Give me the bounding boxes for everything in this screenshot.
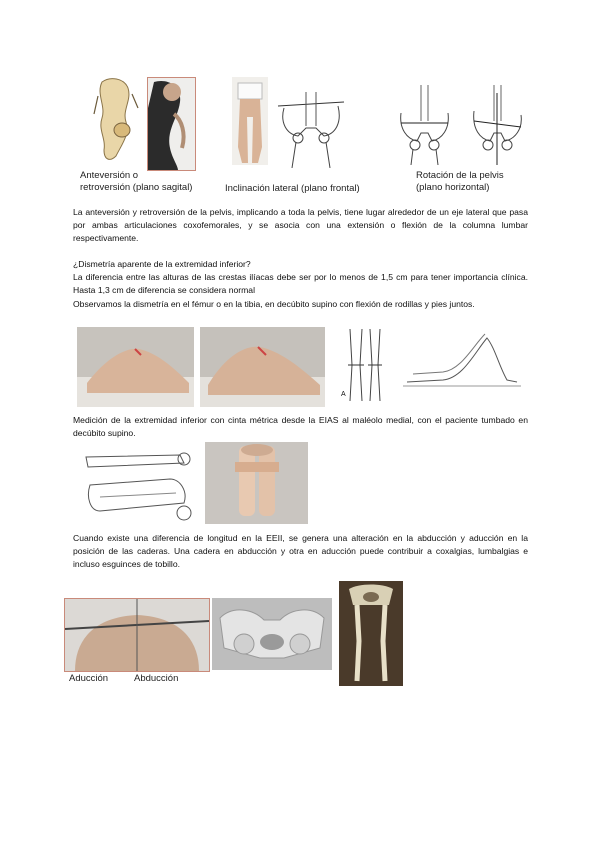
pelvis-xray — [212, 598, 332, 670]
lateral-tilt-photo — [232, 77, 268, 165]
measure-photo — [205, 442, 308, 524]
caption-horizontal — [416, 170, 546, 194]
rotation-drawing-left — [397, 83, 452, 165]
rotation-drawing-right — [470, 83, 525, 165]
paragraph-pelvis: La anteversión y retroversión de la pelvis, implicando a toda la pelvis, tiene lugar alrededor de un eje lateral que pasa por ambas articulaciones coxofemorales, y se asocia con una extensión o flexión de la columna lumbar respectivamente. — [73, 207, 528, 243]
caption-frontal: Inclinación lateral (plano frontal) — [225, 183, 360, 194]
adduction-abduction-photo — [64, 598, 210, 672]
section-question: ¿Dismetría aparente de la extremidad inferior? — [73, 259, 251, 269]
pelvis-sagittal-drawing — [92, 74, 142, 166]
lateral-tilt-drawing — [276, 82, 346, 168]
caption-abduction: Abducción — [134, 673, 179, 684]
caption-sagittal-line-1: Anteversión o — [80, 170, 139, 181]
knee-flexion-photo-1 — [77, 327, 194, 407]
caption-horizontal-line-2: (plano horizontal) — [416, 182, 490, 193]
knee-flexion-sketch — [403, 330, 521, 392]
paragraph-iliac-2: Observamos la dismetría en el fémur o en la tibia, en decúbito supino con flexión de rodillas y pies juntos. — [73, 299, 475, 309]
pelvis-sagittal-photo — [147, 77, 196, 171]
leg-bones-drawing — [340, 325, 390, 405]
legs-xray — [339, 581, 403, 686]
paragraph-hips: Cuando existe una diferencia de longitud en la EEII, se genera una alteración en la abducción y aducción en la posición de las caderas. Una cadera en abducción y otra en aducción puede contribuir a coxalgias, lumbalgias e incluso esguinces de tobillo. — [73, 533, 528, 569]
knee-flexion-photo-2 — [200, 327, 325, 407]
caption-sagittal-line-2: retroversión (plano sagital) — [80, 182, 193, 193]
caption-adduction: Aducción — [69, 673, 109, 684]
caption-sagittal — [80, 170, 220, 194]
paragraph-iliac-1: La diferencia entre las alturas de las crestas ilíacas debe ser por lo menos de 1,5 cm para tener importancia clínica. Hasta 1,3 cm de diferencia se considera normal — [73, 272, 528, 295]
paragraph-measure: Medición de la extremidad inferior con cinta métrica desde la EIAS al maléolo medial, con el paciente tumbado en decúbito supino. — [73, 415, 528, 438]
measure-tape-drawing — [80, 445, 195, 527]
caption-horizontal-line-1: Rotación de la pelvis — [416, 170, 504, 181]
figure-label-a: A — [341, 391, 346, 398]
